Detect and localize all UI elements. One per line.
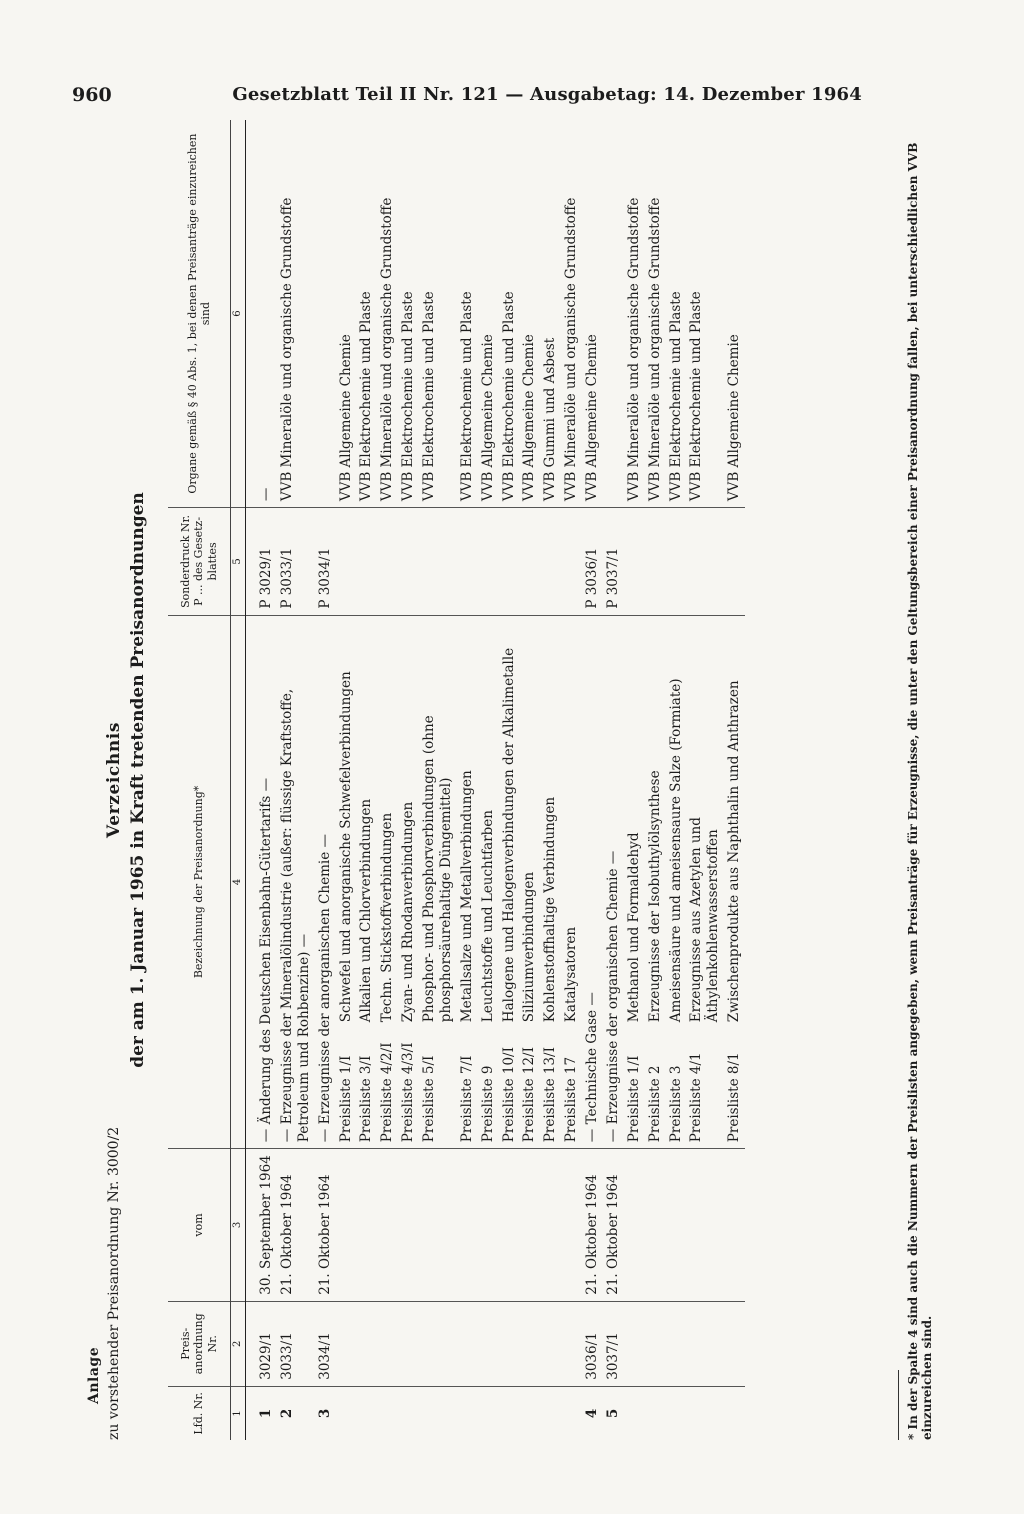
table-row xyxy=(256,120,277,1440)
cell-organ xyxy=(315,120,336,508)
table-row xyxy=(277,120,315,1440)
col-number: 5 xyxy=(231,508,246,616)
pricelist-row xyxy=(478,120,499,1440)
pricelist-row xyxy=(499,120,520,1440)
col-header-sonderdruck: Sonderdruck Nr. P ... des Gesetz- blattes xyxy=(168,508,231,616)
annex-subtitle: zu vorstehender Preisanordnung Nr. 3000/2 xyxy=(106,1126,122,1440)
cell-vom: 21. Oktober 1964 xyxy=(582,1149,603,1302)
pricelist-row xyxy=(377,120,398,1440)
pricelist-row xyxy=(336,120,357,1440)
pricelist-number: Preisliste 8/1 xyxy=(726,1052,743,1143)
table-row xyxy=(582,120,603,1440)
cell-vom: 21. Oktober 1964 xyxy=(603,1149,624,1302)
cell-organ: VVB Mineralöle und organische Grundstoffe xyxy=(646,197,663,502)
pricelist-number: Preisliste 5/I xyxy=(421,1055,437,1143)
cell-organ: VVB Mineralöle und organische Grundstoffe xyxy=(379,197,396,502)
cell-organ: VVB Elektrochemie und Plaste xyxy=(500,291,517,502)
cell-bezeichnung: — Änderung des Deutschen Eisenbahn-Gütertarifs — xyxy=(256,615,277,1149)
col-header-nr: Preis- anordnung Nr. xyxy=(168,1301,231,1386)
col-header-organe: Organe gemäß § 40 Abs. 1, bei denen Preisanträge einzureichen sind xyxy=(168,120,231,508)
cell-organ: VVB Elektrochemie und Plaste xyxy=(358,291,375,502)
cell-nr: 3037/1 xyxy=(603,1301,624,1386)
pricelist-number: Preisliste 9 xyxy=(479,1065,496,1143)
col-number: 1 xyxy=(231,1386,246,1440)
cell-organ: VVB Allgemeine Chemie xyxy=(337,334,354,502)
pricelist-row xyxy=(419,120,457,1440)
cell-sonderdruck: P 3029/1 xyxy=(256,508,277,616)
table-header-row xyxy=(168,120,231,1440)
pricelist-row xyxy=(519,120,540,1440)
pricelist-description: Schwefel und anorganische Schwefelverbindungen xyxy=(337,671,354,1023)
col-number: 3 xyxy=(231,1149,246,1302)
cell-organ: — xyxy=(258,487,274,502)
cell-nr: 3034/1 xyxy=(315,1301,336,1386)
cell-organ xyxy=(603,120,624,508)
register-subtitle: der am 1. Januar 1965 in Kraft tretenden Preisanordnungen xyxy=(128,492,148,1068)
cell-sonderdruck: P 3037/1 xyxy=(603,508,624,616)
cell-bezeichnung: — Erzeugnisse der Mineralölindustrie (außer: flüssige Kraftstoffe, Petroleum und Rohbenzine) — xyxy=(277,615,315,1149)
pricelist-description: Ameisensäure und ameisensaure Salze (Formiate) xyxy=(667,678,684,1023)
pricelist-row xyxy=(724,120,745,1440)
pricelist-row xyxy=(540,120,561,1440)
cell-vom: 21. Oktober 1964 xyxy=(277,1149,315,1302)
pricelist-number: Preisliste 3/I xyxy=(358,1055,375,1143)
page-number: 960 xyxy=(72,84,112,106)
pricelist-number: Preisliste 17 xyxy=(563,1056,580,1143)
pricelist-row xyxy=(645,120,666,1440)
cell-organ: VVB Allgemeine Chemie xyxy=(584,334,600,502)
col-number: 4 xyxy=(231,615,246,1149)
footnote-divider xyxy=(898,1370,899,1440)
pricelist-number: Preisliste 1/I xyxy=(625,1055,642,1143)
cell-vom: 21. Oktober 1964 xyxy=(315,1149,336,1302)
pricelist-description: Zwischenprodukte aus Naphthalin und Anthrazen xyxy=(726,680,743,1023)
running-title: Gesetzblatt Teil II Nr. 121 — Ausgabetag: 14. Dezember 1964 xyxy=(232,84,862,105)
pricelist-description: Katalysatoren xyxy=(563,926,580,1023)
cell-lfd: 5 xyxy=(603,1386,624,1440)
cell-lfd: 1 xyxy=(256,1386,277,1440)
col-header-bezeichnung: Bezeichnung der Preisanordnung* xyxy=(168,615,231,1149)
cell-lfd: 2 xyxy=(277,1386,315,1440)
pricelist-number: Preisliste 4/2/I xyxy=(379,1042,396,1143)
pricelist-description: Siliziumverbindungen xyxy=(521,871,538,1023)
pricelist-row xyxy=(356,120,377,1440)
pricelist-number: Preisliste 10/I xyxy=(500,1047,517,1143)
cell-organ: VVB Allgemeine Chemie xyxy=(521,334,538,502)
footnote: * In der Spalte 4 sind auch die Nummern der Preislisten angegeben, wenn Preisanträge für Erzeugnisse, die unter den Geltungsbereich einer Preisanordnung fallen, bei unterschiedlichen VVB einzureichen sind. xyxy=(906,142,934,1440)
pricelist-description: Kohlenstoffhaltige Verbindungen xyxy=(542,796,559,1023)
col-number: 6 xyxy=(231,120,246,508)
pricelist-description: Phosphor- und Phosphorverbindungen (ohne phosphorsäurehaltige Düngemittel) xyxy=(421,715,454,1023)
pricelist-description: Alkalien und Chlorverbindungen xyxy=(358,798,375,1023)
pricelist-description: Methanol und Formaldehyd xyxy=(625,832,642,1023)
pricelist-number: Preisliste 7/I xyxy=(458,1055,475,1143)
pricelist-description: Erzeugnisse aus Azetylen und Äthylenkohlenwasserstoffen xyxy=(688,817,722,1023)
col-header-vom: vom xyxy=(168,1149,231,1302)
cell-bezeichnung: — Erzeugnisse der anorganischen Chemie — xyxy=(315,615,336,1149)
cell-sonderdruck: P 3036/1 xyxy=(582,508,603,616)
cell-vom: 30. September 1964 xyxy=(256,1149,277,1302)
pricelist-row xyxy=(686,120,724,1440)
pricelist-description: Leuchtstoffe und Leuchtfarben xyxy=(479,810,496,1023)
table-row xyxy=(315,120,336,1440)
pricelist-number: Preisliste 4/1 xyxy=(688,1052,705,1143)
cell-sonderdruck: P 3033/1 xyxy=(277,508,315,616)
pricelist-number: Preisliste 2 xyxy=(646,1065,663,1143)
cell-organ: VVB Mineralöle und organische Grundstoffe xyxy=(625,197,642,502)
cell-organ: VVB Elektrochemie und Plaste xyxy=(400,291,417,502)
cell-organ: VVB Elektrochemie und Plaste xyxy=(421,291,437,502)
cell-lfd: 4 xyxy=(582,1386,603,1440)
price-order-table xyxy=(168,120,745,1440)
cell-nr: 3033/1 xyxy=(277,1301,315,1386)
pricelist-description: Metallsalze und Metallverbindungen xyxy=(458,770,475,1023)
pricelist-description: Techn. Stickstoffverbindungen xyxy=(379,812,396,1023)
cell-organ: VVB Gummi und Asbest xyxy=(542,337,559,502)
cell-organ: VVB Elektrochemie und Plaste xyxy=(458,291,475,502)
register-title: Verzeichnis xyxy=(104,721,124,839)
cell-nr: 3036/1 xyxy=(582,1301,603,1386)
pricelist-row xyxy=(398,120,419,1440)
col-number: 2 xyxy=(231,1301,246,1386)
pricelist-number: Preisliste 3 xyxy=(667,1065,684,1143)
cell-organ: VVB Allgemeine Chemie xyxy=(726,334,743,502)
cell-bezeichnung: — Erzeugnisse der organischen Chemie — xyxy=(603,615,624,1149)
cell-organ: VVB Elektrochemie und Plaste xyxy=(688,291,705,502)
cell-lfd: 3 xyxy=(315,1386,336,1440)
pricelist-description: Halogene und Halogenverbindungen der Alkalimetalle xyxy=(500,647,517,1023)
annex-title: Anlage xyxy=(86,1346,102,1404)
pricelist-number: Preisliste 13/I xyxy=(542,1047,559,1143)
pricelist-description: Erzeugnisse der Isobuthylölsynthese xyxy=(646,770,663,1023)
cell-bezeichnung: — Technische Gase — xyxy=(582,615,603,1149)
pricelist-row xyxy=(457,120,478,1440)
cell-organ: VVB Mineralöle und organische Grundstoffe xyxy=(563,197,580,502)
pricelist-number: Preisliste 12/I xyxy=(521,1047,538,1143)
page-header xyxy=(72,78,952,118)
pricelist-row xyxy=(561,120,582,1440)
column-number-row xyxy=(231,120,246,1440)
cell-sonderdruck: P 3034/1 xyxy=(315,508,336,616)
pricelist-number: Preisliste 4/3/I xyxy=(400,1042,417,1143)
pricelist-number: Preisliste 1/I xyxy=(337,1055,354,1143)
table-row xyxy=(603,120,624,1440)
rotated-table-page xyxy=(80,120,980,1440)
col-header-lfd: Lfd. Nr. xyxy=(168,1386,231,1440)
pricelist-row xyxy=(666,120,687,1440)
cell-organ: VVB Elektrochemie und Plaste xyxy=(667,291,684,502)
cell-nr: 3029/1 xyxy=(256,1301,277,1386)
cell-organ: VVB Allgemeine Chemie xyxy=(479,334,496,502)
pricelist-description: Zyan- und Rhodanverbindungen xyxy=(400,801,417,1023)
pricelist-row xyxy=(624,120,645,1440)
cell-organ: VVB Mineralöle und organische Grundstoffe xyxy=(278,197,295,502)
